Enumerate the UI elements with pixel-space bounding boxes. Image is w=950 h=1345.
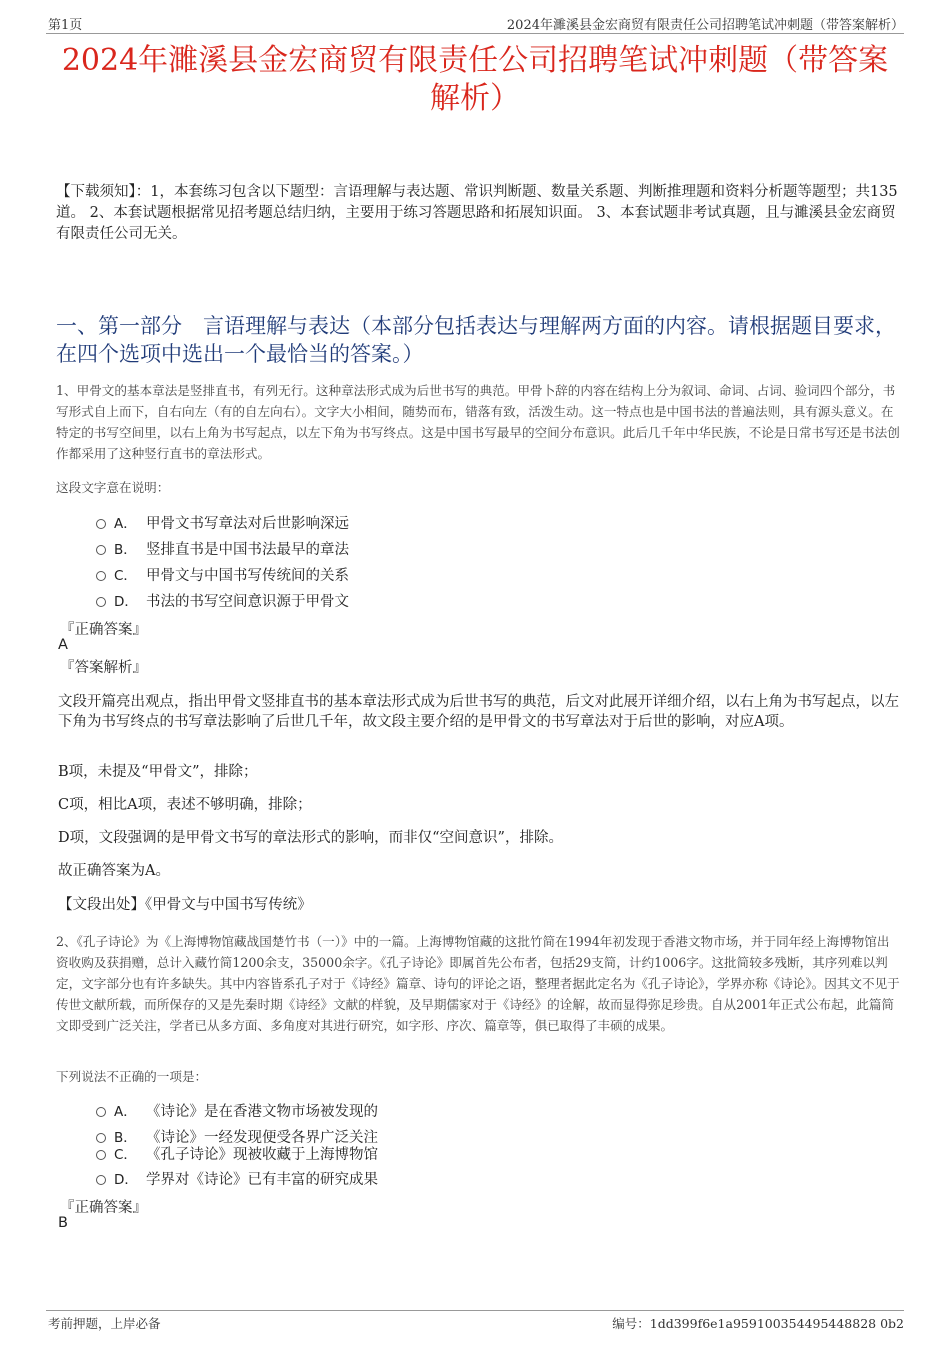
- q1-analysis-paragraph: 文段开篇亮出观点，指出甲骨文竖排直书的基本章法形式成为后世书写的典范，后文对此展开详细介绍，以右上角为书写起点，以左下角为书写终点的书写章法影响了后世几千年，故文段主要介绍的是甲骨文的书写章法对于后世的影响，对应A项。: [58, 694, 899, 730]
- header-rule: [46, 33, 904, 34]
- q2-option-a[interactable]: [96, 1100, 378, 1121]
- option-letter: D．: [114, 1172, 138, 1188]
- option-text: 《诗论》是在香港文物市场被发现的: [146, 1104, 378, 1120]
- radio-icon[interactable]: [96, 597, 106, 607]
- radio-icon[interactable]: [96, 545, 106, 555]
- document-title-line2: 解析）: [430, 81, 520, 116]
- question-1-text: 1、甲骨文的基本章法是竖排直书，有列无行。这种章法形式成为后世书写的典范。甲骨卜辞的内容在结构上分为叙词、命词、占词、验词四个部分，书写形式自上而下，自右向左（有的自左向右）。文字大小相间，随势而布，错落有致，活泼生动。这一特点也是中国书法的普遍法则，具有源头意义。在特定的书写空间里，以右上角为书写起点，以左下角为书写终点。这是中国书写最早的空间分布意识。此后几千年中华民族，不论是日常书写还是书法创作都采用了这种竖行直书的章法形式。: [56, 383, 900, 461]
- option-letter: D．: [114, 594, 138, 610]
- q1-option-d[interactable]: [96, 590, 349, 611]
- page-number: 第1页: [48, 18, 83, 33]
- q1-analysis-label: 『答案解析』: [60, 660, 147, 676]
- option-letter: C．: [114, 1147, 137, 1163]
- q1-source: 【文段出处】《甲骨文与中国书写传统》: [58, 897, 312, 913]
- q1-option-b[interactable]: [96, 538, 349, 559]
- footer-rule: [46, 1310, 904, 1311]
- question-2-prompt: 下列说法不正确的一项是：: [56, 1069, 208, 1084]
- option-text: 甲骨文书写章法对后世影响深远: [146, 516, 349, 532]
- option-text: 《诗论》一经发现便受各界广泛关注: [146, 1130, 378, 1146]
- radio-icon[interactable]: [96, 1107, 106, 1117]
- q1-answer-label: 『正确答案』: [60, 622, 147, 638]
- q1-option-a[interactable]: [96, 512, 349, 533]
- radio-icon[interactable]: [96, 1150, 106, 1160]
- q2-answer-label: 『正确答案』: [60, 1200, 147, 1216]
- footer-slogan: 考前押题，上岸必备: [48, 1316, 161, 1331]
- q1-analysis-c: C项，相比A项，表述不够明确，排除；: [58, 797, 312, 813]
- document-title-line1: 2024年濉溪县金宏商贸有限责任公司招聘笔试冲刺题（带答案: [61, 43, 889, 78]
- option-text: 竖排直书是中国书法最早的章法: [146, 542, 349, 558]
- option-text: 《孔子诗论》现被收藏于上海博物馆: [146, 1147, 378, 1163]
- option-text: 书法的书写空间意识源于甲骨文: [146, 594, 349, 610]
- q1-analysis-b: B项，未提及“甲骨文”，排除；: [58, 764, 258, 780]
- q2-option-d[interactable]: [96, 1168, 378, 1189]
- radio-icon[interactable]: [96, 519, 106, 529]
- question-1-prompt: 这段文字意在说明：: [56, 480, 170, 495]
- option-letter: B．: [114, 542, 137, 558]
- header-doc-title: 2024年濉溪县金宏商贸有限责任公司招聘笔试冲刺题（带答案解析）: [506, 18, 904, 33]
- radio-icon[interactable]: [96, 1175, 106, 1185]
- radio-icon[interactable]: [96, 571, 106, 581]
- q1-analysis-conclusion: 故正确答案为A。: [58, 863, 170, 879]
- q1-option-c[interactable]: [96, 564, 349, 585]
- document-title: [50, 42, 900, 118]
- option-letter: A．: [114, 1104, 137, 1120]
- footer-serial: 编号：1dd399f6e1a959100354495448828 0b2: [612, 1316, 904, 1331]
- radio-icon[interactable]: [96, 1133, 106, 1143]
- q2-answer-value: B: [58, 1215, 68, 1231]
- option-text: 甲骨文与中国书写传统间的关系: [146, 568, 349, 584]
- option-letter: B．: [114, 1130, 137, 1146]
- section-heading: 一、第一部分 言语理解与表达（本部分包括表达与理解两方面的内容。请根据题目要求，在四个选项中选出一个最恰当的答案。）: [56, 314, 896, 366]
- q2-option-c[interactable]: [96, 1143, 378, 1164]
- option-letter: C．: [114, 568, 137, 584]
- q1-answer-value: A: [58, 637, 68, 653]
- option-letter: A．: [114, 516, 137, 532]
- q1-analysis-d: D项，文段强调的是甲骨文书写的章法形式的影响，而非仅“空间意识”，排除。: [58, 830, 563, 846]
- question-2-text: 2、《孔子诗论》为《上海博物馆藏战国楚竹书（一）》中的一篇。上海博物馆藏的这批竹简在1994年初发现于香港文物市场，并于同年经上海博物馆出资收购及获捐赠，总计入藏竹简1200余支，35000余字。《孔子诗论》即属首先公布者，包括29支简，计约1006字。这批简较多残断，其序列难以判定，文字部分也有许多缺失。其中内容皆系孔子对于《诗经》篇章、诗句的评论之语，整理者据此定名为《孔子诗论》，学界亦称《诗论》。因其文不见于传世文献所载，而所保存的又是先秦时期《诗经》文献的样貌，及早期儒家对于《诗经》的诠解，故而显得弥足珍贵。自从2001年正式公布起，此篇简文即受到广泛关注，学者已从多方面、多角度对其进行研究，如字形、序次、篇章等，俱已取得了丰硕的成果。: [56, 934, 900, 1033]
- download-notice: 【下载须知】：1，本套练习包含以下题型：言语理解与表达题、常识判断题、数量关系题、判断推理题和资料分析题等题型；共135道。 2、本套试题根据常见招考题总结归纳，主要用于练习答题思路和拓展知识面。 3、本套试题非考试真题，且与濉溪县金宏商贸有限责任公司无关。: [56, 184, 898, 242]
- option-text: 学界对《诗论》已有丰富的研究成果: [146, 1172, 378, 1188]
